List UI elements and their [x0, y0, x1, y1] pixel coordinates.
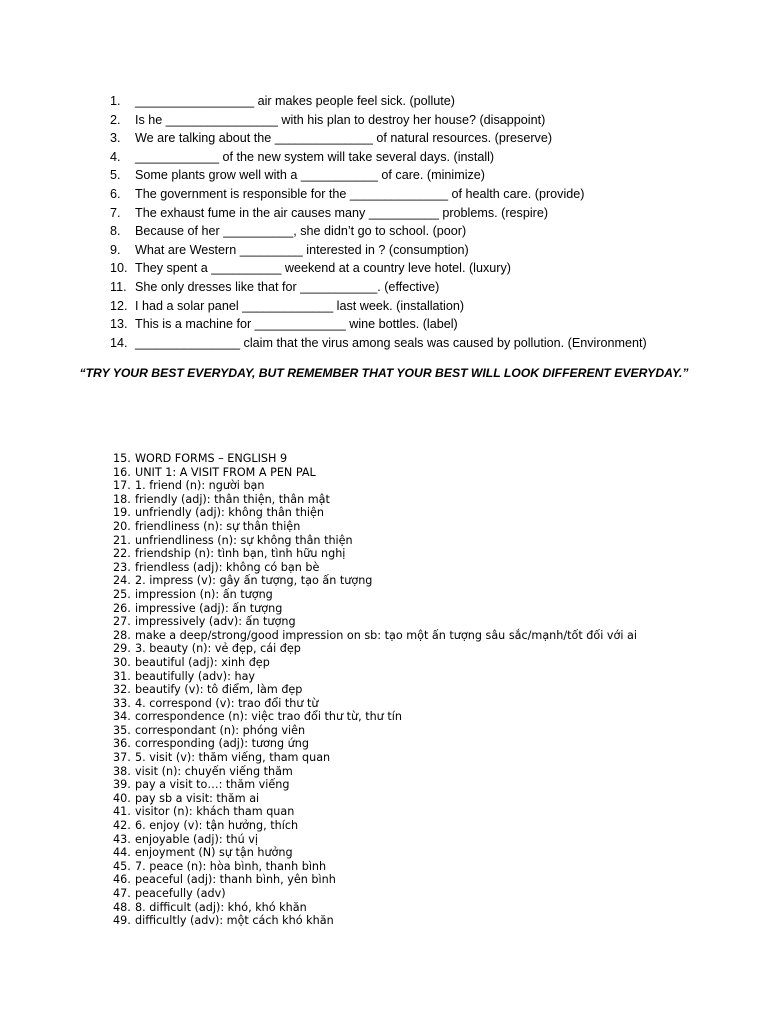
- list-number: 40.: [113, 791, 131, 805]
- list-number: 47.: [113, 887, 131, 900]
- list-number: 9.: [110, 242, 121, 257]
- word-form-item: [113, 547, 753, 561]
- list-number: 3.: [110, 131, 121, 146]
- list-text: difficultly (adv): một cách khó khăn: [135, 914, 334, 928]
- list-text: Is he ________________ with his plan to destroy her house? (disappoint): [135, 112, 546, 127]
- list-number: 33.: [113, 696, 131, 710]
- list-text: ____________ of the new system will take several days. (install): [135, 149, 495, 164]
- list-number: 22.: [113, 547, 131, 561]
- word-form-item: [113, 737, 753, 751]
- list-text: Some plants grow well with a ___________ of care. (minimize): [135, 168, 485, 183]
- word-form-item: [113, 561, 753, 575]
- list-number: 28.: [113, 628, 131, 642]
- list-text: pay a visit to…: thăm viếng: [135, 778, 290, 792]
- list-number: 5.: [110, 168, 121, 183]
- list-text: What are Western _________ interested in ? (consumption): [135, 242, 469, 257]
- list-number: 44.: [113, 846, 131, 860]
- list-number: 15.: [113, 452, 131, 465]
- word-form-item: [113, 520, 753, 534]
- exercise-item: [110, 297, 750, 316]
- list-number: 45.: [113, 859, 131, 873]
- exercise-item: [110, 241, 750, 260]
- list-number: 23.: [113, 560, 131, 574]
- list-text: beautiful (adj): xinh đẹp: [135, 655, 270, 669]
- list-number: 29.: [113, 642, 131, 656]
- list-number: 17.: [113, 479, 131, 493]
- list-text: 8. difficult (adj): khó, khó khăn: [135, 900, 307, 914]
- list-text: She only dresses like that for ___________. (effective): [135, 279, 440, 294]
- list-text: friendly (adj): thân thiện, thân mật: [135, 492, 330, 506]
- list-text: This is a machine for _____________ wine bottles. (label): [135, 317, 458, 332]
- list-number: 8.: [110, 224, 121, 239]
- list-number: 32.: [113, 683, 131, 697]
- exercise-item: [110, 259, 750, 278]
- word-form-item: [113, 629, 753, 643]
- list-number: 30.: [113, 655, 131, 669]
- list-text: 7. peace (n): hòa bình, thanh bình: [135, 859, 327, 873]
- list-text: enjoyment (N) sự tận hưởng: [135, 846, 293, 860]
- list-number: 7.: [110, 205, 121, 220]
- word-form-item: [113, 778, 753, 792]
- word-form-item: [113, 479, 753, 493]
- list-text: peaceful (adj): thanh bình, yên bình: [135, 873, 336, 887]
- motivational-quote: “TRY YOUR BEST EVERYDAY, BUT REMEMBER THAT YOUR BEST WILL LOOK DIFFERENT EVERYDAY.”: [79, 366, 689, 380]
- list-text: make a deep/strong/good impression on sb: tạo một ấn tượng sâu sắc/mạnh/tốt đối với ai: [135, 628, 638, 642]
- list-text: impressive (adj): ấn tượng: [135, 601, 283, 615]
- list-text: UNIT 1: A VISIT FROM A PEN PAL: [135, 465, 316, 479]
- list-number: 34.: [113, 710, 131, 724]
- list-number: 16.: [113, 465, 131, 479]
- list-text: friendless (adj): không có bạn bè: [135, 560, 320, 574]
- list-text: unfriendliness (n): sự không thân thiện: [135, 533, 353, 547]
- word-form-item: [113, 534, 753, 548]
- list-number: 26.: [113, 601, 131, 615]
- list-text: corresponding (adj): tương ứng: [135, 737, 309, 751]
- exercise-item: [110, 278, 750, 297]
- exercise-item: [110, 222, 750, 241]
- list-text: 2. impress (v): gây ấn tượng, tạo ấn tượng: [135, 574, 373, 588]
- list-text: beautifully (adv): hay: [135, 669, 256, 683]
- list-text: They spent a __________ weekend at a country leve hotel. (luxury): [135, 261, 511, 276]
- list-number: 6.: [110, 186, 121, 201]
- list-number: 12.: [110, 298, 128, 313]
- word-form-item: [113, 846, 753, 860]
- word-form-item: [113, 860, 753, 874]
- word-form-item: [113, 670, 753, 684]
- list-text: 1. friend (n): người bạn: [135, 479, 265, 493]
- word-form-item: [113, 805, 753, 819]
- list-number: 11.: [110, 279, 127, 294]
- list-text: visit (n): chuyến viếng thăm: [135, 764, 293, 778]
- list-number: 37.: [113, 751, 131, 765]
- list-text: correspondant (n): phóng viên: [135, 723, 306, 737]
- exercise-item: [110, 334, 750, 353]
- word-form-item: [113, 914, 753, 928]
- word-form-item: [113, 642, 753, 656]
- word-form-item: [113, 452, 753, 466]
- list-number: 10.: [110, 261, 128, 276]
- list-text: impressively (adv): ấn tượng: [135, 615, 296, 629]
- list-text: _________________ air makes people feel sick. (pollute): [135, 94, 455, 108]
- word-form-item: [113, 656, 753, 670]
- list-text: peacefully (adv): [135, 887, 226, 900]
- word-form-item: [113, 602, 753, 616]
- word-forms-list: [113, 452, 753, 928]
- list-number: 43.: [113, 832, 131, 846]
- list-number: 25.: [113, 587, 131, 601]
- list-text: We are talking about the ______________ of natural resources. (preserve): [135, 131, 553, 146]
- list-text: 6. enjoy (v): tận hưởng, thích: [135, 819, 299, 833]
- list-text: 5. visit (v): thăm viếng, tham quan: [135, 751, 331, 765]
- list-number: 21.: [113, 533, 131, 547]
- word-form-item: [113, 765, 753, 779]
- list-number: 42.: [113, 819, 131, 833]
- list-text: friendship (n): tình bạn, tình hữu nghị: [135, 547, 346, 561]
- list-number: 48.: [113, 900, 131, 914]
- list-text: 4. correspond (v): trao đổi thư từ: [135, 696, 319, 710]
- list-number: 41.: [113, 805, 131, 819]
- list-text: visitor (n): khách tham quan: [135, 805, 295, 819]
- list-text: Because of her __________, she didn’t go to school. (poor): [135, 224, 467, 239]
- list-number: 2.: [110, 112, 121, 127]
- list-number: 13.: [110, 317, 128, 332]
- list-text: enjoyable (adj): thú vị: [135, 832, 259, 846]
- list-text: 3. beauty (n): vẻ đẹp, cái đẹp: [135, 642, 301, 656]
- word-form-item: [113, 697, 753, 711]
- list-number: 46.: [113, 873, 131, 887]
- list-text: beautify (v): tô điểm, làm đẹp: [135, 683, 303, 697]
- list-number: 36.: [113, 737, 131, 751]
- list-text: friendliness (n): sự thân thiện: [135, 519, 301, 533]
- list-text: The government is responsible for the ______________ of health care. (provide): [135, 186, 585, 201]
- word-form-item: [113, 466, 753, 480]
- list-text: The exhaust fume in the air causes many __________ problems. (respire): [135, 205, 549, 220]
- list-number: 18.: [113, 492, 131, 506]
- exercise-item: [110, 111, 750, 130]
- word-form-item: [113, 724, 753, 738]
- list-number: 38.: [113, 764, 131, 778]
- word-form-item: [113, 710, 753, 724]
- exercise-item: [110, 148, 750, 167]
- word-form-item: [113, 615, 753, 629]
- list-number: 39.: [113, 778, 131, 792]
- list-text: I had a solar panel _____________ last week. (installation): [135, 298, 465, 313]
- list-text: impression (n): ấn tượng: [135, 587, 273, 601]
- list-text: WORD FORMS – ENGLISH 9: [135, 452, 288, 465]
- list-number: 49.: [113, 914, 131, 928]
- word-form-item: [113, 751, 753, 765]
- list-text: unfriendly (adj): không thân thiện: [135, 506, 325, 520]
- list-text: _______________ claim that the virus among seals was caused by pollution. (Environment): [135, 335, 647, 350]
- word-form-item: [113, 506, 753, 520]
- list-text: correspondence (n): việc trao đổi thư từ, thư tín: [135, 710, 402, 724]
- list-number: 31.: [113, 669, 131, 683]
- exercise-item: [110, 204, 750, 223]
- list-number: 1.: [110, 94, 121, 108]
- list-number: 35.: [113, 723, 131, 737]
- list-number: 27.: [113, 615, 131, 629]
- word-form-item: [113, 873, 753, 887]
- list-number: 19.: [113, 506, 131, 520]
- list-text: pay sb a visit: thăm ai: [135, 791, 260, 805]
- list-number: 20.: [113, 519, 131, 533]
- word-form-item: [113, 574, 753, 588]
- word-form-item: [113, 833, 753, 847]
- exercise-item: [110, 129, 750, 148]
- exercise-item: [110, 185, 750, 204]
- list-number: 4.: [110, 149, 121, 164]
- word-form-item: [113, 683, 753, 697]
- word-form-item: [113, 792, 753, 806]
- word-form-item: [113, 819, 753, 833]
- exercise-list: [110, 92, 750, 352]
- word-form-item: [113, 887, 753, 901]
- word-form-item: [113, 588, 753, 602]
- exercise-item: [110, 166, 750, 185]
- exercise-item: [110, 92, 750, 111]
- list-number: 24.: [113, 574, 131, 588]
- exercise-item: [110, 315, 750, 334]
- list-number: 14.: [110, 335, 128, 350]
- word-form-item: [113, 901, 753, 915]
- word-form-item: [113, 493, 753, 507]
